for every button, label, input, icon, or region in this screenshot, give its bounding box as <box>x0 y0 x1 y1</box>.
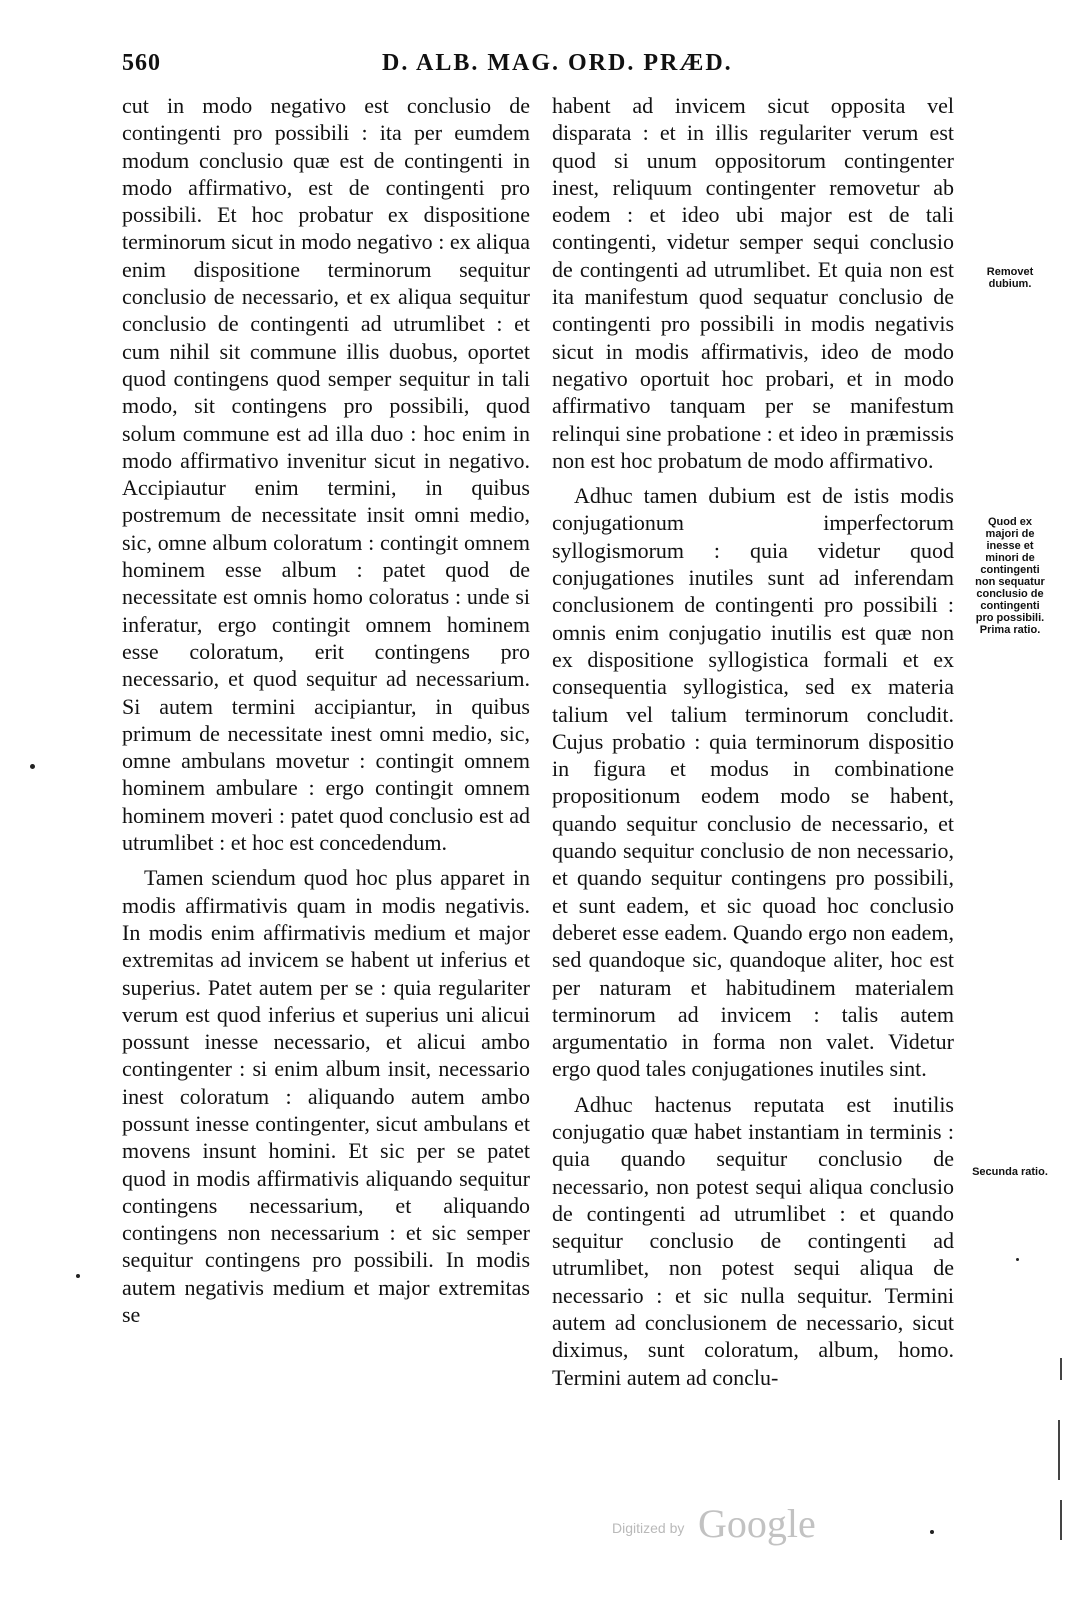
running-header <box>122 50 958 80</box>
scan-mark <box>1060 1358 1062 1380</box>
paragraph: Tamen sciendum quod hoc plus apparet in modis affirmativis quam in modis negativis. In modis enim affirmativis medium et major extremitas ad invicem se habent ut inferius et superius. Patet autem per se : quia regulariter verum est quod inferius et superius uni alicui possunt inesse necessario, et alicui ambo contingenter : si enim album insit, necessario inest coloratum : aliquando autem ambo possunt inesse contingenter, sicut ambulans et movens insunt homini. Et sic per se patet quod in modis affirmativis aliquando sequitur contingens necessarium, et aliquando contingens non necessarium : et sic semper sequitur contingens pro possibili. In modis autem negativis medium et major extremitas se <box>122 865 530 1328</box>
margin-note-secunda-ratio: Secunda ratio. <box>972 1166 1048 1178</box>
digitized-by-label: Digitized by <box>612 1520 685 1536</box>
scan-mark <box>1060 1500 1062 1540</box>
paragraph: Adhuc hactenus reputata est inutilis conjugatio quæ habet instantiam in terminis : quia quando sequitur conclusio de necessario, non potest sequi aliqua conclusio de contingenti ad utrumlibet : et quando sequitur conclusio de contingenti ad utrumlibet, non potest sequi aliqua de necessario : et sic nulla sequitur. Termini autem ad conclusionem de necessario, sicut diximus, sunt coloratum, album, homo. Termini autem ad conclu- <box>552 1091 954 1390</box>
margin-note-prima-ratio: Quod ex majori de inesse et minori de contingenti non sequatur conclusio de contingenti pro possibili. Prima ratio. <box>975 516 1045 636</box>
paragraph: Adhuc tamen dubium est de istis modis conjugationum imperfectorum syllogismorum : quia videtur quod conjugationes inutiles sunt ad inferendam conclusionem de contingenti pro possibili : omnis enim conjugatio inutilis est quæ non ex dispositione syllogistica formali et ex consequentia syllogistica, sed ex materia talium vel talium terminorum concludit. Cujus probatio : quia terminorum dispositio in figura et modus in combinatione propositionum eodem modo se habent, quando sequitur conclusio de necessario, et quando sequitur conclusio de non necessario, et quando sequitur contingens pro possibili, et sunt eadem, et sic quoad hoc conclusio deberet esse eadem. Quando ergo non eadem, sed quandoque sic, quandoque aliter, hoc est per naturam et habitudinem materialem terminorum ad invicem : talis autem argumentatio in forma non valet. Videtur ergo quod tales conjugationes inutiles sint. <box>552 483 954 1082</box>
scan-speck <box>30 764 35 769</box>
digitization-watermark <box>612 1500 852 1550</box>
scan-speck <box>930 1530 934 1534</box>
running-head-title: D. ALB. MAG. ORD. PRÆD. <box>382 50 733 76</box>
google-logo: Google <box>698 1501 816 1546</box>
margin-note-removet: Removet dubium. <box>986 266 1034 290</box>
scan-mark <box>1058 1420 1060 1480</box>
scan-speck <box>76 1274 80 1278</box>
left-column <box>122 92 530 1328</box>
scan-speck <box>1016 1258 1019 1261</box>
page-number: 560 <box>122 50 161 76</box>
paragraph: cut in modo negativo est conclusio de contingenti pro possibili : ita per eumdem modum conclusio quæ est de contingenti in modo affirmativo, est de contingenti pro possibili. Et hoc probatur ex dispositione terminorum sicut in modo negativo : ex aliqua enim dispositione terminorum sequitur conclusio de necessario, et ex aliqua sequitur conclusio de contingenti ad utrumlibet : et cum nihil sit commune illis duobus, oportet quod contingens quod semper sequitur in tali modo, sit contingens pro possibili, quod solum commune est ad illa duo : hoc enim in modo affirmativo invenitur sicut in negativo. Accipiautur enim termini, in quibus postremum de necessitate insit omni medio, sic, omne album coloratum : contingit omnem hominem esse album : patet quod de necessitate est omnis homo coloratus : unde si inferatur, ergo contingit omnem hominem esse coloratum, erit contingens pro necessario, et quod sequitur ad necessarium. Si autem termini accipiantur, in quibus primum de necessitate inest omni medio, sic, omne ambulans movetur : contingit omnem hominem ambulare : ergo contingit omnem hominem moveri : patet quod conclusio est ad utrumlibet : et hoc est concedendum. <box>122 93 530 856</box>
right-column <box>552 92 954 1391</box>
paragraph: habent ad invicem sicut opposita vel disparata : et in illis regulariter verum est quod si unum oppositorum contingenter inest, reliquum contingenter removetur ab eodem : et ideo ubi major est de tali contingenti, videtur semper sequi conclusio de contingenti ad utrumlibet. Et quia non est ita manifestum quod sequatur conclusio de contingenti pro possibili in modis negativis sicut in modis affirmativis, ideo de modo negativo oportuit hoc probari, et in modo affirmativo tanquam per se manifestum relinqui sine probatione : et ideo in præmissis non est hoc probatum de modo affirmativo. <box>552 93 954 473</box>
